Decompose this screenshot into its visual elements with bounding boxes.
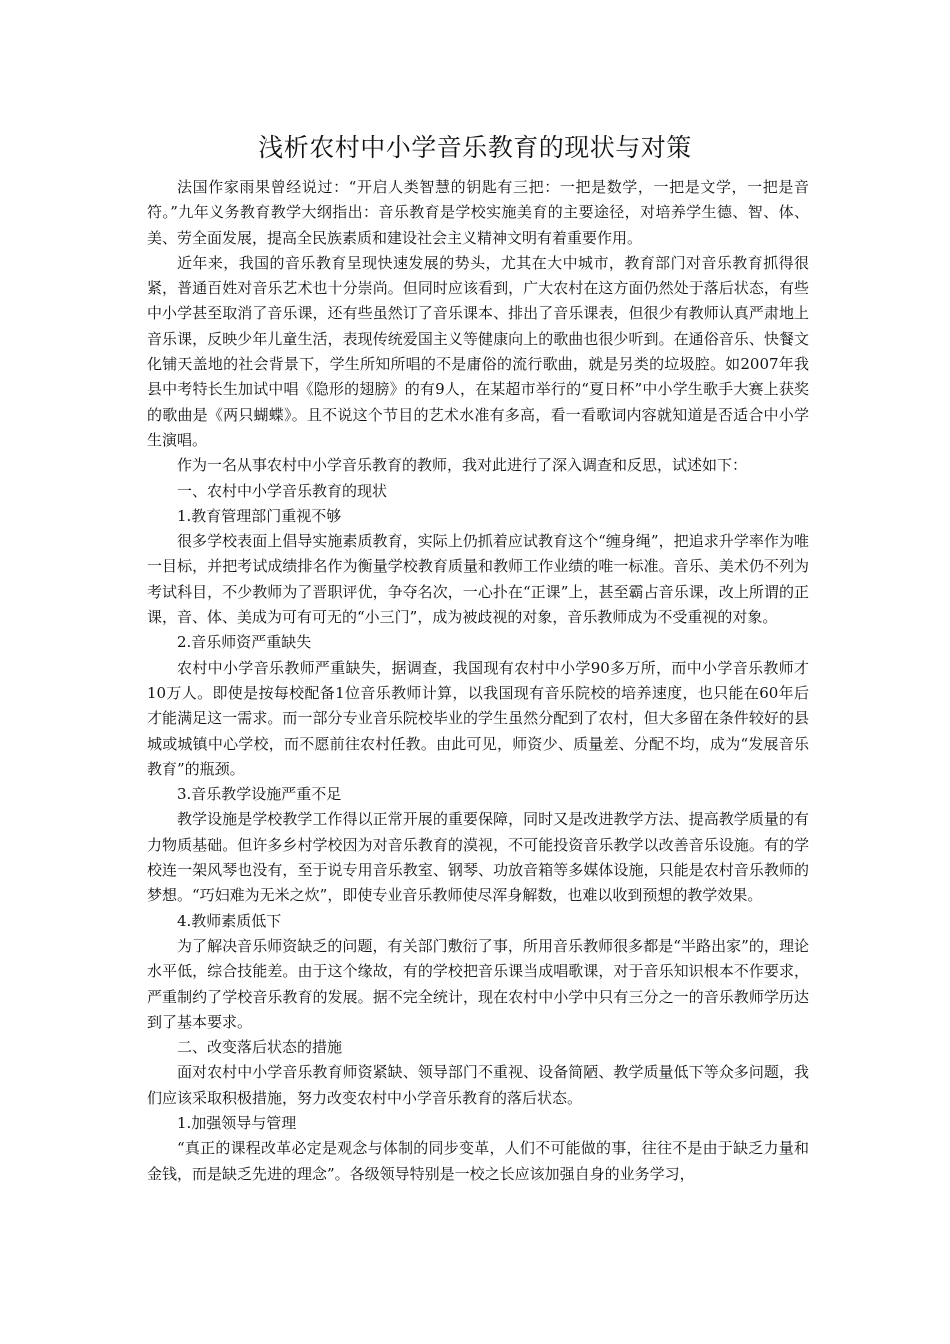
subheading-teacher-quality: 4.教师素质低下 [177, 911, 282, 930]
paragraph-management: 很多学校表面上倡导实施素质教育，实际上仍抓着应试教育这个“缠身绳”，把追求升学率作为唯一目标，并把考试成绩排名作为衡量学校教育质量和教师工作业绩的唯一标准。音乐、美术仍不列为考试科目，不少教师为了晋职评优，争夺名次，一心扑在“正课”上，甚至霸占音乐课，改上所谓的正课，音、体、美成为可有可无的“小三门”，成为被歧视的对象，音乐教师成为不受重视的对象。 [147, 532, 809, 627]
document-title: 浅析农村中小学音乐教育的现状与对策 [258, 133, 692, 162]
document-body [147, 175, 809, 1187]
paragraph-purpose: 作为一名从事农村中小学音乐教育的教师，我对此进行了深入调查和反思，试述如下： [177, 456, 748, 475]
subheading-management: 1.教育管理部门重视不够 [177, 506, 342, 525]
paragraph-teacher-quality: 为了解决音乐师资缺乏的问题，有关部门敷衍了事，所用音乐教师很多都是“半路出家”的，理论水平低，综合技能差。由于这个缘故，有的学校把音乐课当成唱歌课，对于音乐知识根本不作要求，严重制约了学校音乐教育的发展。据不完全统计，现在农村中小学中只有三分之一的音乐教师学历达到了基本要求。 [147, 936, 809, 1031]
paragraph-background: 近年来，我国的音乐教育呈现快速发展的势头，尤其在大中城市，教育部门对音乐教育抓得很紧，普通百姓对音乐艺术也十分崇尚。但同时应该看到，广大农村在这方面仍然处于落后状态，有些中小学甚至取消了音乐课，还有些虽然订了音乐课本、排出了音乐课表，但很少有教师认真严肃地上音乐课，反映少年儿童生活，表现传统爱国主义等健康向上的歌曲也很少听到。在通俗音乐、快餐文化铺天盖地的社会背景下，学生所知所唱的不是庸俗的流行歌曲，就是另类的垃圾腔。如2007年我县中考特长生加试中唱《隐形的翅膀》的有9人，在某超市举行的“夏日杯”中小学生歌手大赛上获奖的歌曲是《两只蝴蝶》。且不说这个节目的艺术水准有多高，看一看歌词内容就知道是否适合中小学生演唱。 [147, 253, 809, 449]
paragraph-facilities: 教学设施是学校教学工作得以正常开展的重要保障，同时又是改进教学方法、提高教学质量的有力物质基础。但许多乡村学校因为对音乐教育的漠视，不可能投资音乐教学以改善音乐设施。有的学校连一架风琴也没有，至于说专用音乐教室、钢琴、功放音箱等多媒体设施，只能是农村音乐教师的梦想。“巧妇难为无米之炊”，即使专业音乐教师使尽浑身解数，也难以收到预想的教学效果。 [147, 810, 809, 905]
section-heading-measures: 二、改变落后状态的措施 [177, 1038, 343, 1057]
paragraph-measures: 面对农村中小学音乐教育师资紧缺、领导部门不重视、设备简陋、教学质量低下等众多问题，我们应该采取积极措施，努力改变农村中小学音乐教育的落后状态。 [147, 1063, 809, 1107]
section-heading-status: 一、农村中小学音乐教育的现状 [177, 481, 388, 500]
subheading-leadership: 1.加强领导与管理 [177, 1113, 297, 1132]
subheading-teacher-shortage: 2.音乐师资严重缺失 [177, 633, 312, 652]
paragraph-leadership: “真正的课程改革必定是观念与体制的同步变革，人们不可能做的事，往往不是由于缺乏力量和金钱，而是缺乏先进的理念”。各级领导特别是一校之长应该加强自身的业务学习， [147, 1139, 809, 1183]
paragraph-teacher-shortage: 农村中小学音乐教师严重缺失，据调查，我国现有农村中小学90多万所，而中小学音乐教师才10万人。即使是按每校配备1位音乐教师计算，以我国现有音乐院校的培养速度，也只能在60年后才能满足这一需求。而一部分专业音乐院校毕业的学生虽然分配到了农村，但大多留在条件较好的县城或城镇中心学校，而不愿前往农村任教。由此可见，师资少、质量差、分配不均，成为“发展音乐教育”的瓶颈。 [147, 658, 809, 778]
paragraph-intro: 法国作家雨果曾经说过：“开启人类智慧的钥匙有三把：一把是数学，一把是文学，一把是音符。”九年义务教育教学大纲指出：音乐教育是学校实施美育的主要途径，对培养学生德、智、体、美、劳全面发展，提高全民族素质和建设社会主义精神文明有着重要作用。 [147, 178, 809, 247]
subheading-facilities: 3.音乐教学设施严重不足 [177, 785, 342, 804]
